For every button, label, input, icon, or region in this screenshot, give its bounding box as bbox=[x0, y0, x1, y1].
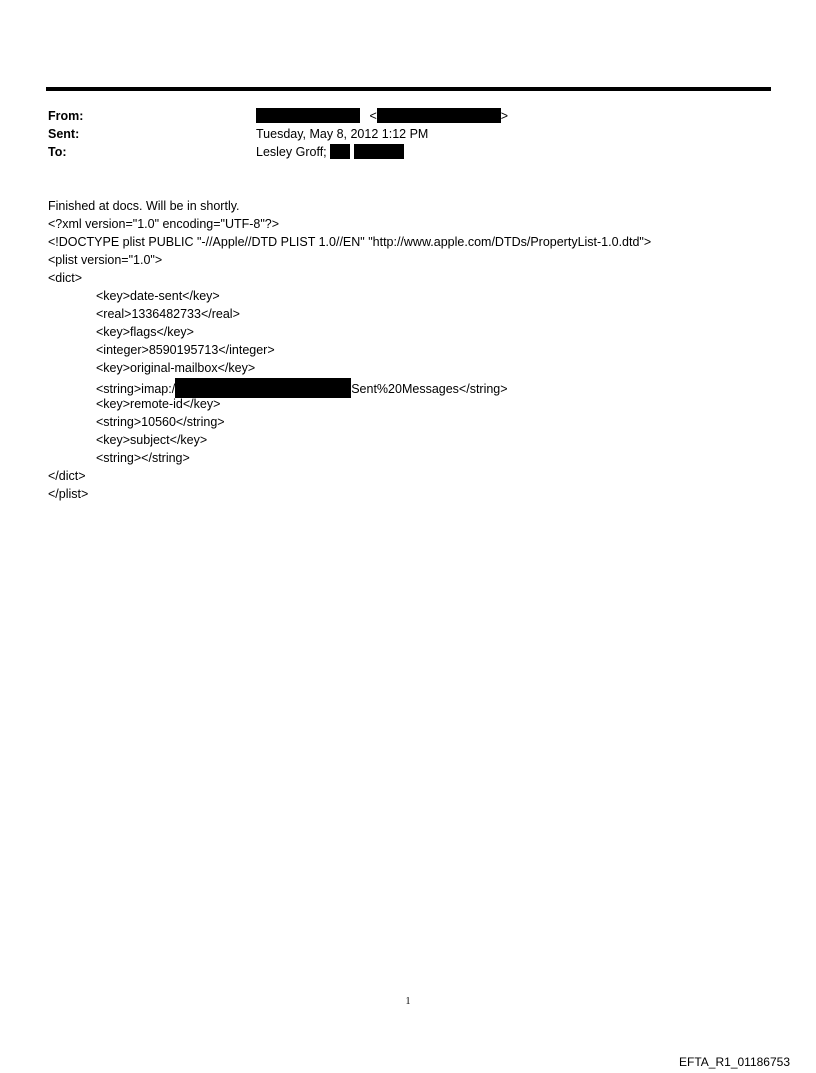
plist-line: <string></string> bbox=[96, 451, 190, 465]
from-value bbox=[256, 108, 508, 124]
redaction-box bbox=[377, 108, 501, 123]
redaction-box bbox=[256, 108, 360, 123]
plist-close-tag: </plist> bbox=[48, 487, 89, 501]
imap-string-line bbox=[96, 378, 508, 398]
plist-line: <key>subject</key> bbox=[96, 433, 208, 447]
dict-close-tag: </dict> bbox=[48, 469, 86, 483]
imap-prefix: <string>imap:/ bbox=[96, 382, 176, 396]
redaction-box bbox=[175, 378, 351, 398]
message-text: Finished at docs. Will be in shortly. bbox=[48, 199, 240, 213]
to-recipient-name: Lesley Groff; bbox=[256, 145, 327, 159]
from-email-open-bracket: < bbox=[369, 109, 377, 123]
plist-open-tag: <plist version="1.0"> bbox=[48, 253, 163, 267]
plist-line: <key>flags</key> bbox=[96, 325, 194, 339]
plist-line: <key>original-mailbox</key> bbox=[96, 361, 256, 375]
to-label: To: bbox=[48, 145, 67, 159]
plist-line: <real>1336482733</real> bbox=[96, 307, 240, 321]
dict-open-tag: <dict> bbox=[48, 271, 83, 285]
page-number: 1 bbox=[405, 996, 411, 1007]
imap-suffix: Sent%20Messages</string> bbox=[351, 382, 508, 396]
xml-declaration: <?xml version="1.0" encoding="UTF-8"?> bbox=[48, 217, 280, 231]
redaction-box bbox=[330, 144, 350, 159]
plist-line: <string>10560</string> bbox=[96, 415, 225, 429]
to-value bbox=[256, 144, 404, 160]
redaction-box bbox=[354, 144, 404, 159]
plist-line: <key>remote-id</key> bbox=[96, 397, 221, 411]
header-rule bbox=[46, 87, 771, 91]
plist-line: <integer>8590195713</integer> bbox=[96, 343, 275, 357]
from-email-close-bracket: > bbox=[500, 109, 509, 123]
from-label: From: bbox=[48, 109, 84, 123]
doctype-line: <!DOCTYPE plist PUBLIC "-//Apple//DTD PLIST 1.0//EN" "http://www.apple.com/DTDs/PropertyList-1.0.dtd"> bbox=[48, 235, 652, 249]
sent-value: Tuesday, May 8, 2012 1:12 PM bbox=[256, 127, 429, 141]
plist-line: <key>date-sent</key> bbox=[96, 289, 220, 303]
sent-label: Sent: bbox=[48, 127, 80, 141]
bates-number: EFTA_R1_01186753 bbox=[679, 1055, 790, 1069]
